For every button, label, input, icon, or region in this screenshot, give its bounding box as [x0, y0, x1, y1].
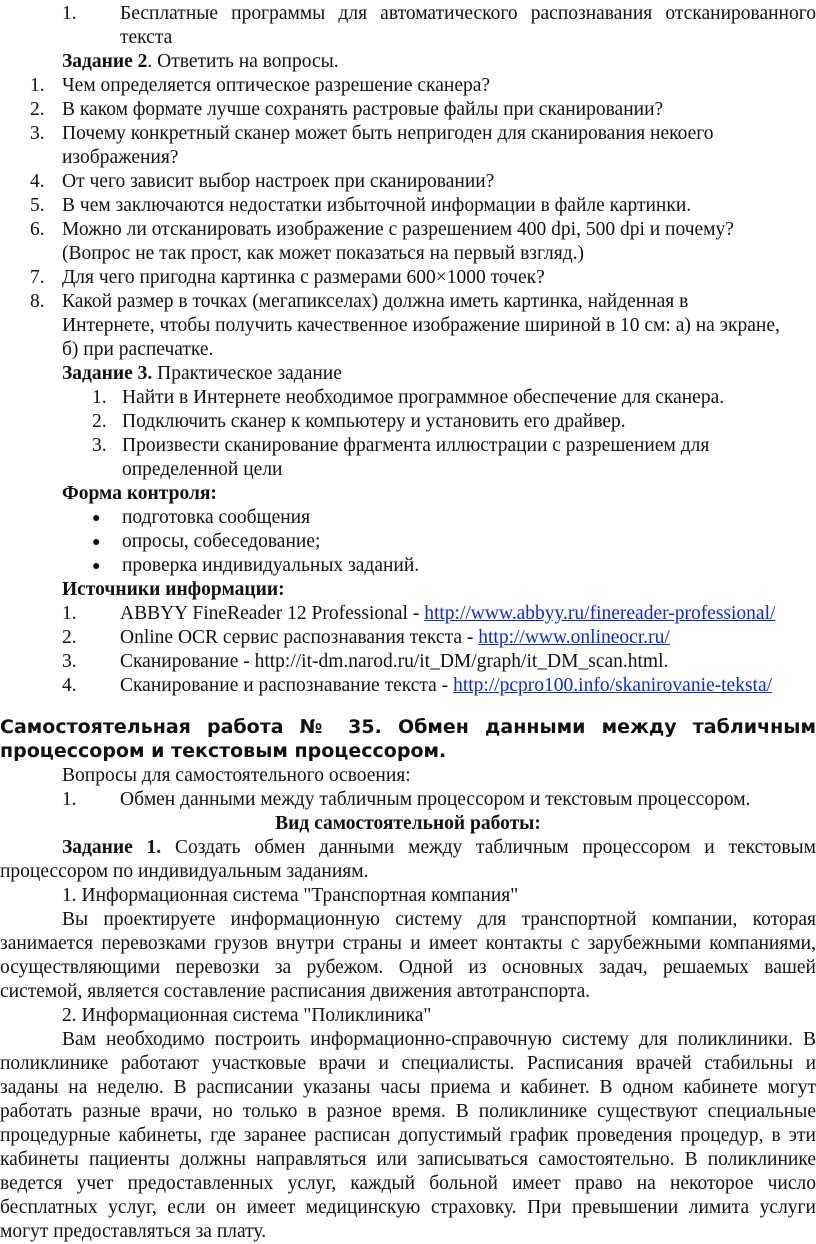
system1-text: осуществляющими перевозки за рубежом. Одной из основных задач, решаемых вашей — [0, 957, 816, 978]
system2-text: Вам необходимо построить информационно-справочную систему для поликлиники. В — [62, 1029, 816, 1050]
question-number: 1. — [62, 789, 77, 810]
system2-text: поликлинике работают участковые врачи и специалисты. Расписания врачей стабильны и — [0, 1053, 816, 1074]
control-item: подготовка сообщения — [122, 507, 311, 528]
question-text: б) при распечатке. — [62, 339, 214, 360]
system2-text: заданы на неделю. В расписании указаны часы приема и кабинет. В одном кабинете могут — [0, 1077, 816, 1098]
source-text: Сканирование и распознавание текста - — [120, 675, 454, 696]
source-link[interactable]: http://pcpro100.info/skanirovanie-teksta/ — [453, 675, 773, 696]
practical-text: Произвести сканирование фрагмента иллюстрации с разрешением для — [122, 435, 710, 456]
practical-number: 2. — [92, 411, 107, 432]
question-number: 7. — [30, 267, 45, 288]
work35-title-line2: процессором и текстовым процессором. — [0, 740, 447, 762]
task1-line1 — [62, 836, 816, 860]
question-text: Какой размер в точках (мегапикселах) должна иметь картинка, найденная в — [62, 291, 689, 312]
task2-label: Задание 2 — [62, 51, 148, 72]
source-text: Сканирование - http://it-dm.narod.ru/it_DM/graph/it_DM_scan.html. — [120, 651, 669, 672]
task3-label: Задание 3. — [62, 363, 153, 384]
question-text: Почему конкретный сканер может быть непригоден для сканирования некоего — [62, 123, 714, 144]
system2-text: работать разные врачи, но только в разное время. В поликлинике существуют специальные — [0, 1101, 816, 1122]
system1-title: 1. Информационная система "Транспортная компания" — [62, 885, 519, 906]
system2-text: процедурные кабинеты, где заранее расписан допустимый график проведения процедур, в эти — [0, 1125, 816, 1146]
control-heading: Форма контроля: — [62, 483, 217, 504]
source-number: 1. — [62, 603, 77, 624]
system1-text: Вы проектируете информационную систему для транспортной компании, которая — [62, 909, 816, 930]
source-link[interactable]: http://www.abbyy.ru/finereader-professional/ — [424, 603, 776, 624]
question-text: В чем заключаются недостатки избыточной информации в файле картинки. — [62, 195, 692, 216]
source-number: 3. — [62, 651, 77, 672]
question-text: изображения? — [62, 147, 179, 168]
system1-text: системой, является составление расписания движения автотранспорта. — [0, 981, 591, 1002]
type-heading: Вид самостоятельной работы: — [275, 813, 541, 834]
question-text: Чем определяется оптическое разрешение сканера? — [62, 75, 491, 96]
source-number: 4. — [62, 675, 77, 696]
question-number: 6. — [30, 219, 45, 240]
question-text: Обмен данными между табличным процессором и текстовым процессором. — [120, 789, 751, 810]
control-item: опросы, собеседование; — [122, 531, 321, 552]
system2-text: ведется учет предоставленных услуг, каждый больной имеет право на некоторое число — [0, 1173, 816, 1194]
bullet-icon: ● — [92, 559, 101, 574]
bullet-icon: ● — [92, 535, 101, 550]
system2-text: могут предоставляться за плату. — [0, 1221, 267, 1242]
question-text: (Вопрос не так прост, как может показаться на первый взгляд.) — [62, 243, 584, 264]
list-number: 1. — [62, 3, 77, 24]
question-number: 4. — [30, 171, 45, 192]
question-text: Интернете, чтобы получить качественное изображение шириной в 10 см: а) на экране, — [62, 315, 780, 336]
question-number: 2. — [30, 99, 45, 120]
practical-text: Подключить сканер к компьютеру и установить его драйвер. — [122, 411, 626, 432]
question-text: Для чего пригодна картинка с размерами 600×1000 точек? — [62, 267, 545, 288]
question-text: Можно ли отсканировать изображение с разрешением 400 dpi, 500 dpi и почему? — [62, 219, 734, 240]
task2-heading — [62, 50, 339, 74]
practical-text: Найти в Интернете необходимое программное обеспечение для сканера. — [122, 387, 725, 408]
question-text: В каком формате лучше сохранять растровые файлы при сканировании? — [62, 99, 664, 120]
question-number: 3. — [30, 123, 45, 144]
question-number: 8. — [30, 291, 45, 312]
source-number: 2. — [62, 627, 77, 648]
source-link[interactable]: http://www.onlineocr.ru/ — [478, 627, 670, 648]
sources-heading: Источники информации: — [62, 579, 285, 600]
source-text: Online OCR сервис распознавания текста - — [120, 627, 479, 648]
source-text: ABBYY FineReader 12 Professional - — [120, 603, 425, 624]
system2-title: 2. Информационная система "Поликлиника" — [62, 1005, 432, 1026]
task2-text: . Ответить на вопросы. — [147, 51, 339, 72]
practical-number: 3. — [92, 435, 107, 456]
question-number: 1. — [30, 75, 45, 96]
source-item — [120, 650, 668, 674]
task3-heading — [62, 362, 342, 386]
source-item — [120, 602, 775, 626]
task1-label: Задание 1. — [62, 837, 162, 858]
task3-text: Практическое задание — [152, 363, 342, 384]
practical-number: 1. — [92, 387, 107, 408]
task1-line2: процессором по индивидуальным заданиям. — [0, 861, 369, 882]
system2-text: бесплатных услуг, если он имеет медицинскую страховку. При превышении лимита услуги — [0, 1197, 816, 1218]
system1-text: занимается перевозками грузов внутри страны и имеет контакты с зарубежными компаниями, — [0, 933, 816, 954]
questions-label: Вопросы для самостоятельного освоения: — [62, 765, 411, 786]
question-number: 5. — [30, 195, 45, 216]
source-item — [120, 674, 772, 698]
list-item-text: текста — [120, 27, 173, 48]
control-item: проверка индивидуальных заданий. — [122, 555, 420, 576]
list-item-text: Бесплатные программы для автоматического распознавания отсканированного — [120, 3, 816, 24]
bullet-icon: ● — [92, 511, 101, 526]
source-item — [120, 626, 670, 650]
work35-title-line1: Самостоятельная работа № 35. Обмен данными между табличным — [0, 716, 816, 738]
task1-text: Создать обмен данными между табличным процессором и текстовым — [161, 837, 816, 858]
practical-text: определенной цели — [122, 459, 283, 480]
question-text: От чего зависит выбор настроек при сканировании? — [62, 171, 495, 192]
system2-text: кабинеты пациенты должны направляться или записываться самостоятельно. В поликлинике — [0, 1149, 816, 1170]
